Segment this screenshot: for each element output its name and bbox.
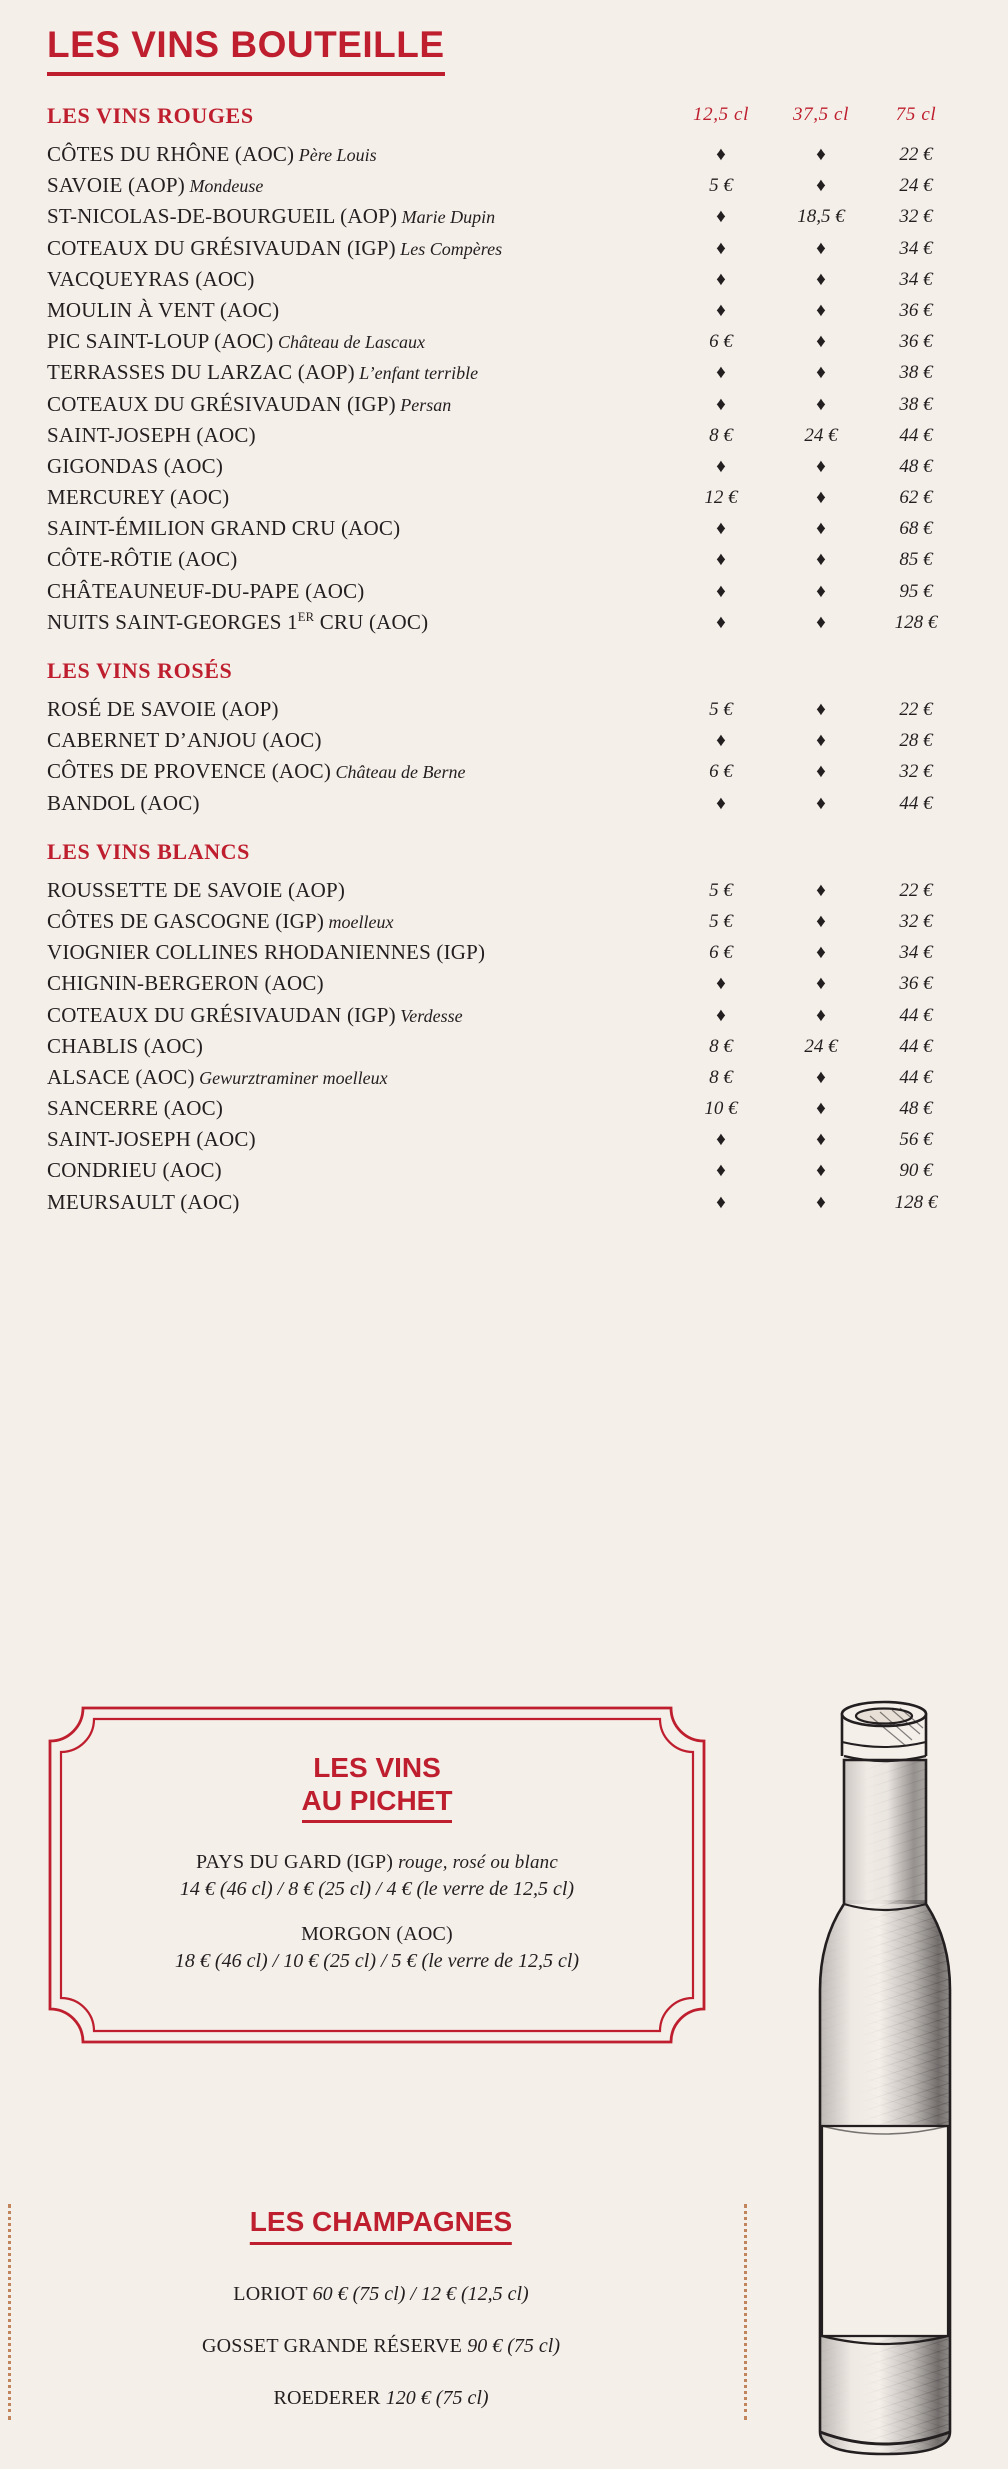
wine-row [47, 1031, 961, 1062]
price-75cl: 24 € [899, 175, 933, 197]
wine-prices [671, 1000, 961, 1031]
wine-row [47, 788, 961, 819]
wine-name: VIOGNIER COLLINES RHODANIENNES (IGP) [47, 940, 486, 965]
wine-row [47, 1062, 961, 1093]
wine-prices [671, 725, 961, 756]
unavailable-diamond-icon: ♦ [716, 1004, 726, 1026]
price-75cl: 34 € [899, 942, 933, 964]
wine-row [47, 326, 961, 357]
price-75cl: 34 € [899, 237, 933, 259]
price-75cl: 44 € [899, 1066, 933, 1088]
wine-row [47, 875, 961, 906]
wine-prices [671, 906, 961, 937]
unavailable-diamond-icon: ♦ [816, 879, 826, 901]
price-75cl: 32 € [899, 910, 933, 932]
wine-name: COTEAUX DU GRÉSIVAUDAN (IGP) Persan [47, 391, 452, 416]
wine-row [47, 1187, 961, 1218]
unavailable-diamond-icon: ♦ [816, 611, 826, 633]
price-75cl: 34 € [899, 268, 933, 290]
champagne-price: 90 € (75 cl) [467, 2335, 560, 2357]
unavailable-diamond-icon: ♦ [816, 268, 826, 290]
wine-prices [671, 1187, 961, 1218]
unavailable-diamond-icon: ♦ [816, 455, 826, 477]
price-75cl: 36 € [899, 299, 933, 321]
wine-name: ROUSSETTE DE SAVOIE (AOP) [47, 877, 346, 902]
unavailable-diamond-icon: ♦ [716, 393, 726, 415]
wine-name: SAINT-JOSEPH (AOC) [47, 1127, 256, 1152]
column-header-37-5cl: 37,5 cl [793, 104, 849, 125]
wine-row [47, 139, 961, 170]
unavailable-diamond-icon: ♦ [716, 580, 726, 602]
wine-prices [671, 451, 961, 482]
wine-row [47, 233, 961, 264]
wine-name: ST-NICOLAS-DE-BOURGUEIL (AOP) Marie Dupin [47, 204, 496, 229]
wine-row [47, 576, 961, 607]
unavailable-diamond-icon: ♦ [716, 973, 726, 995]
price-75cl: 36 € [899, 973, 933, 995]
unavailable-diamond-icon: ♦ [816, 1160, 826, 1182]
wine-list [47, 103, 961, 1218]
wine-prices [671, 139, 961, 170]
wine-name: CÔTES DE GASCOGNE (IGP) moelleux [47, 908, 394, 933]
wine-prices [671, 576, 961, 607]
unavailable-diamond-icon: ♦ [716, 792, 726, 814]
price-75cl: 22 € [899, 144, 933, 165]
wine-row [47, 906, 961, 937]
price-75cl: 56 € [899, 1129, 933, 1151]
price-75cl: 28 € [899, 730, 933, 752]
wine-prices [671, 295, 961, 326]
wine-name: CONDRIEU (AOC) [47, 1158, 222, 1183]
page-title: LES VINS BOUTEILLE [47, 26, 445, 76]
wine-prices [671, 1062, 961, 1093]
unavailable-diamond-icon: ♦ [816, 761, 826, 783]
price-75cl: 44 € [899, 792, 933, 814]
wine-name: CABERNET D’ANJOU (AOC) [47, 728, 322, 753]
price-75cl: 48 € [899, 455, 933, 477]
price-75cl: 38 € [899, 362, 933, 384]
wine-prices [671, 788, 961, 819]
wine-row [47, 968, 961, 999]
unavailable-diamond-icon: ♦ [816, 1129, 826, 1151]
price-75cl: 36 € [899, 331, 933, 353]
unavailable-diamond-icon: ♦ [816, 1191, 826, 1213]
unavailable-diamond-icon: ♦ [816, 549, 826, 571]
section-gap [47, 638, 961, 658]
section-label: LES VINS BLANCS [47, 838, 251, 864]
unavailable-diamond-icon: ♦ [816, 175, 826, 197]
wine-prices [671, 1093, 961, 1124]
unavailable-diamond-icon: ♦ [816, 1004, 826, 1026]
wine-prices [671, 389, 961, 420]
price-75cl: 38 € [899, 393, 933, 415]
wine-prices [671, 201, 961, 232]
champagne-price: 120 € (75 cl) [385, 2387, 489, 2409]
price-12-5cl: 5 € [709, 175, 733, 197]
price-12-5cl: 5 € [709, 910, 733, 932]
wine-row [47, 357, 961, 388]
wine-name: GIGONDAS (AOC) [47, 453, 224, 478]
unavailable-diamond-icon: ♦ [716, 1160, 726, 1182]
wine-row [47, 1000, 961, 1031]
unavailable-diamond-icon: ♦ [816, 942, 826, 964]
unavailable-diamond-icon: ♦ [816, 580, 826, 602]
wine-producer: Château de Lascaux [273, 332, 425, 353]
unavailable-diamond-icon: ♦ [816, 518, 826, 540]
price-12-5cl: 6 € [709, 761, 733, 783]
pichet-item [47, 1921, 707, 1975]
wine-row [47, 264, 961, 295]
pichet-item-name: MORGON (AOC) [301, 1923, 453, 1946]
unavailable-diamond-icon: ♦ [816, 487, 826, 509]
wine-name: MOULIN À VENT (AOC) [47, 297, 280, 322]
wine-row [47, 1155, 961, 1186]
price-75cl: 22 € [899, 699, 933, 720]
price-37-5cl: 24 € [804, 1035, 838, 1057]
wine-producer: Verdesse [395, 1005, 463, 1026]
wine-name: CHIGNIN-BERGERON (AOC) [47, 971, 324, 996]
pichet-item-prices: 18 € (46 cl) / 10 € (25 cl) / 5 € (le verre de 12,5 cl) [174, 1950, 580, 1973]
unavailable-diamond-icon: ♦ [816, 792, 826, 814]
wine-producer: Les Compères [395, 238, 503, 259]
unavailable-diamond-icon: ♦ [816, 910, 826, 932]
unavailable-diamond-icon: ♦ [816, 144, 826, 165]
wine-producer: Père Louis [294, 145, 377, 165]
section-header-rouges [47, 103, 961, 131]
wine-row [47, 451, 961, 482]
unavailable-diamond-icon: ♦ [716, 206, 726, 228]
pichet-title-line1: LES VINS [313, 1752, 441, 1783]
wine-row [47, 201, 961, 232]
wine-producer: Château de Berne [331, 762, 466, 783]
champagne-row [0, 2388, 762, 2408]
wine-name: SAINT-JOSEPH (AOC) [47, 422, 256, 447]
price-12-5cl: 6 € [709, 331, 733, 353]
champagne-row [0, 2336, 762, 2356]
unavailable-diamond-icon: ♦ [716, 144, 726, 165]
wine-name: ALSACE (AOC) Gewurztraminer moelleux [47, 1064, 388, 1089]
wine-row [47, 170, 961, 201]
section-gap [47, 819, 961, 839]
wine-name: CÔTES DU RHÔNE (AOC) Père Louis [47, 142, 377, 166]
section-header-blancs [47, 839, 961, 867]
wine-name: COTEAUX DU GRÉSIVAUDAN (IGP) Verdesse [47, 1002, 463, 1027]
unavailable-diamond-icon: ♦ [816, 299, 826, 321]
wine-row [47, 756, 961, 787]
wine-name: ROSÉ DE SAVOIE (AOP) [47, 697, 279, 721]
wine-name: SANCERRE (AOC) [47, 1096, 224, 1121]
unavailable-diamond-icon: ♦ [716, 237, 726, 259]
unavailable-diamond-icon: ♦ [816, 1066, 826, 1088]
price-12-5cl: 5 € [709, 879, 733, 901]
wine-prices [671, 607, 961, 638]
wine-prices [671, 875, 961, 906]
price-75cl: 128 € [894, 1191, 938, 1213]
wine-prices [671, 264, 961, 295]
wine-name: CÔTE-RÔTIE (AOC) [47, 547, 238, 572]
price-75cl: 48 € [899, 1098, 933, 1120]
wine-prices [671, 968, 961, 999]
wine-prices [671, 420, 961, 451]
wine-name: COTEAUX DU GRÉSIVAUDAN (IGP) Les Compères [47, 235, 503, 260]
pichet-title [302, 1751, 453, 1823]
unavailable-diamond-icon: ♦ [716, 730, 726, 752]
wine-producer: L’enfant terrible [354, 363, 479, 384]
unavailable-diamond-icon: ♦ [816, 730, 826, 752]
wine-prices [671, 694, 961, 725]
wine-prices [671, 937, 961, 968]
pichet-panel [47, 1705, 707, 2045]
unavailable-diamond-icon: ♦ [716, 268, 726, 290]
champagne-list [0, 2284, 762, 2440]
unavailable-diamond-icon: ♦ [716, 299, 726, 321]
price-12-5cl: 8 € [709, 424, 733, 446]
wine-name: BANDOL (AOC) [47, 790, 200, 815]
wine-bottle-illustration [760, 1690, 1008, 2464]
wine-row [47, 694, 961, 725]
wine-prices [671, 756, 961, 787]
section-label: LES VINS ROUGES [47, 103, 254, 128]
price-75cl: 44 € [899, 1035, 933, 1057]
wine-row [47, 513, 961, 544]
wine-name: CHÂTEAUNEUF-DU-PAPE (AOC) [47, 578, 365, 603]
champagne-row [0, 2284, 762, 2304]
price-75cl: 44 € [899, 424, 933, 446]
wine-producer: Persan [395, 394, 452, 415]
wine-prices [671, 170, 961, 201]
section-label: LES VINS ROSÉS [47, 658, 233, 683]
wine-prices [671, 482, 961, 513]
price-37-5cl: 18,5 € [797, 206, 845, 228]
wine-prices [671, 357, 961, 388]
unavailable-diamond-icon: ♦ [716, 362, 726, 384]
wine-producer: Gewurztraminer moelleux [194, 1067, 388, 1088]
unavailable-diamond-icon: ♦ [716, 1129, 726, 1151]
price-75cl: 22 € [899, 879, 933, 901]
price-12-5cl: 5 € [709, 699, 733, 720]
price-12-5cl: 8 € [709, 1035, 733, 1057]
wine-row [47, 295, 961, 326]
price-75cl: 68 € [899, 518, 933, 540]
champagne-name: GOSSET GRANDE RÉSERVE [202, 2335, 468, 2357]
price-75cl: 44 € [899, 1004, 933, 1026]
champagne-name: LORIOT [233, 2283, 313, 2305]
wine-name: SAINT-ÉMILION GRAND CRU (AOC) [47, 516, 401, 541]
pichet-item-list [47, 1849, 707, 1975]
wine-prices [671, 233, 961, 264]
pichet-item [47, 1849, 707, 1903]
wine-name: CÔTES DE PROVENCE (AOC) Château de Berne [47, 759, 466, 784]
pichet-item-prices: 14 € (46 cl) / 8 € (25 cl) / 4 € (le verre de 12,5 cl) [179, 1878, 575, 1901]
price-37-5cl: 24 € [804, 424, 838, 446]
price-12-5cl: 6 € [709, 942, 733, 964]
wine-row [47, 544, 961, 575]
pichet-title-line2: AU PICHET [301, 1785, 453, 1817]
wine-name: MEURSAULT (AOC) [47, 1189, 240, 1214]
wine-prices [671, 1031, 961, 1062]
wine-row [47, 389, 961, 420]
wine-name: CHABLIS (AOC) [47, 1033, 204, 1058]
champagne-price: 60 € (75 cl) / 12 € (12,5 cl) [312, 2283, 529, 2305]
price-75cl: 90 € [899, 1160, 933, 1182]
unavailable-diamond-icon: ♦ [716, 549, 726, 571]
price-12-5cl: 10 € [704, 1098, 738, 1120]
champagne-title: LES CHAMPAGNES [250, 2206, 512, 2245]
price-75cl: 32 € [899, 206, 933, 228]
wine-prices [671, 544, 961, 575]
price-75cl: 85 € [899, 549, 933, 571]
price-12-5cl: 8 € [709, 1066, 733, 1088]
wine-prices [671, 1155, 961, 1186]
wine-row [47, 725, 961, 756]
wine-row [47, 1093, 961, 1124]
section-header-roses [47, 658, 961, 686]
wine-name: PIC SAINT-LOUP (AOC) Château de Lascaux [47, 329, 425, 354]
wine-name: VACQUEYRAS (AOC) [47, 266, 255, 291]
wine-producer: Marie Dupin [397, 207, 496, 228]
unavailable-diamond-icon: ♦ [716, 611, 726, 633]
unavailable-diamond-icon: ♦ [816, 973, 826, 995]
unavailable-diamond-icon: ♦ [816, 699, 826, 720]
unavailable-diamond-icon: ♦ [816, 393, 826, 415]
wine-prices [671, 326, 961, 357]
wine-name: SAVOIE (AOP) Mondeuse [47, 173, 264, 198]
wine-row [47, 1124, 961, 1155]
price-75cl: 128 € [894, 611, 938, 633]
champagne-name: ROEDERER [273, 2387, 386, 2409]
column-header-12-5cl: 12,5 cl [693, 104, 749, 125]
wine-prices [671, 1124, 961, 1155]
champagne-panel [0, 2180, 762, 2464]
unavailable-diamond-icon: ♦ [716, 1191, 726, 1213]
wine-row [47, 937, 961, 968]
price-75cl: 32 € [899, 761, 933, 783]
unavailable-diamond-icon: ♦ [816, 1098, 826, 1120]
wine-row [47, 420, 961, 451]
wine-name: NUITS SAINT-GEORGES 1ER CRU (AOC) [47, 609, 429, 634]
pichet-item-name: PAYS DU GARD (IGP) rouge, rosé ou blanc [196, 1851, 558, 1874]
wine-name: TERRASSES DU LARZAC (AOP) L’enfant terrible [47, 360, 479, 385]
price-75cl: 95 € [899, 580, 933, 602]
wine-name: MERCUREY (AOC) [47, 485, 230, 510]
unavailable-diamond-icon: ♦ [816, 331, 826, 353]
wine-producer: moelleux [324, 911, 394, 932]
pichet-item-descriptor: rouge, rosé ou blanc [393, 1852, 558, 1874]
unavailable-diamond-icon: ♦ [816, 362, 826, 384]
unavailable-diamond-icon: ♦ [716, 455, 726, 477]
unavailable-diamond-icon: ♦ [816, 237, 826, 259]
price-12-5cl: 12 € [704, 487, 738, 509]
unavailable-diamond-icon: ♦ [716, 518, 726, 540]
column-header-75cl: 75 cl [895, 104, 937, 125]
price-75cl: 62 € [899, 487, 933, 509]
wine-row [47, 482, 961, 513]
wine-producer: Mondeuse [184, 176, 264, 197]
wine-row [47, 607, 961, 638]
wine-prices [671, 513, 961, 544]
